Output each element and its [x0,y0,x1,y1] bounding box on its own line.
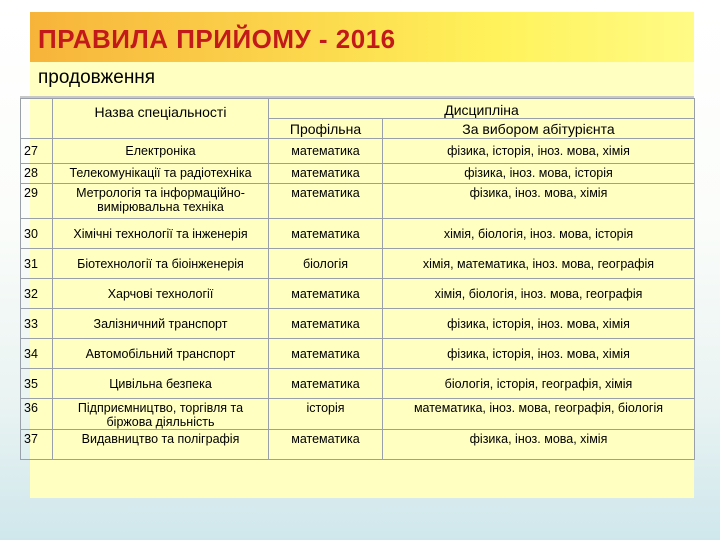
table-row [21,430,695,460]
row-choice-subjects: фізика, історія, іноз. мова, хімія [383,309,695,339]
table-body [21,139,695,460]
row-profile-subject: біологія [269,249,383,279]
table-row [21,164,695,184]
row-number: 30 [21,219,53,249]
row-profile-subject: математика [269,339,383,369]
row-number: 33 [21,309,53,339]
table-row [21,219,695,249]
row-profile-subject: математика [269,184,383,219]
row-specialty: Метрологія та інформаційно-вимірювальна техніка [53,184,269,219]
row-specialty: Біотехнології та біоінженерія [53,249,269,279]
row-choice-subjects: математика, іноз. мова, географія, біологія [383,399,695,430]
row-specialty: Харчові технології [53,279,269,309]
row-specialty: Видавництво та поліграфія [53,430,269,460]
row-specialty: Автомобільний транспорт [53,339,269,369]
row-profile-subject: математика [269,164,383,184]
table-row [21,399,695,430]
row-profile-subject: математика [269,369,383,399]
header-specialty: Назва спеціальності [53,99,269,139]
row-profile-subject: історія [269,399,383,430]
header-number-cell [21,99,53,139]
admission-table [20,98,695,460]
row-choice-subjects: хімія, біологія, іноз. мова, історія [383,219,695,249]
row-specialty: Телекомунікації та радіотехніка [53,164,269,184]
row-choice-subjects: фізика, історія, іноз. мова, хімія [383,139,695,164]
row-specialty: Цивільна безпека [53,369,269,399]
row-choice-subjects: фізика, історія, іноз. мова, хімія [383,339,695,369]
row-profile-subject: математика [269,309,383,339]
row-specialty: Хімічні технології та інженерія [53,219,269,249]
row-number: 28 [21,164,53,184]
row-profile-subject: математика [269,219,383,249]
table-row [21,369,695,399]
row-specialty: Залізничний транспорт [53,309,269,339]
row-choice-subjects: фізика, іноз. мова, історія [383,164,695,184]
row-number: 36 [21,399,53,430]
row-specialty: Підприємництво, торгівля та біржова діяльність [53,399,269,430]
row-choice-subjects: хімія, математика, іноз. мова, географія [383,249,695,279]
row-number: 27 [21,139,53,164]
row-choice-subjects: фізика, іноз. мова, хімія [383,184,695,219]
slide-title: ПРАВИЛА ПРИЙОМУ - 2016 [38,24,396,54]
row-profile-subject: математика [269,430,383,460]
header-choice: За вибором абітурієнта [383,119,695,139]
table-row [21,249,695,279]
row-number: 31 [21,249,53,279]
row-profile-subject: математика [269,279,383,309]
table-row [21,139,695,164]
row-number: 37 [21,430,53,460]
table-row [21,309,695,339]
slide-subtitle: продовження [38,67,156,88]
header-discipline: Дисципліна [269,99,695,119]
row-choice-subjects: хімія, біологія, іноз. мова, географія [383,279,695,309]
table-row [21,184,695,219]
admission-table-wrapper [20,98,694,450]
header-profile: Профільна [269,119,383,139]
table-row [21,339,695,369]
row-specialty: Електроніка [53,139,269,164]
table-row [21,279,695,309]
row-number: 32 [21,279,53,309]
row-number: 34 [21,339,53,369]
row-profile-subject: математика [269,139,383,164]
table-header-row [21,99,695,119]
row-choice-subjects: фізика, іноз. мова, хімія [383,430,695,460]
row-number: 35 [21,369,53,399]
row-choice-subjects: біологія, історія, географія, хімія [383,369,695,399]
row-number: 29 [21,184,53,219]
